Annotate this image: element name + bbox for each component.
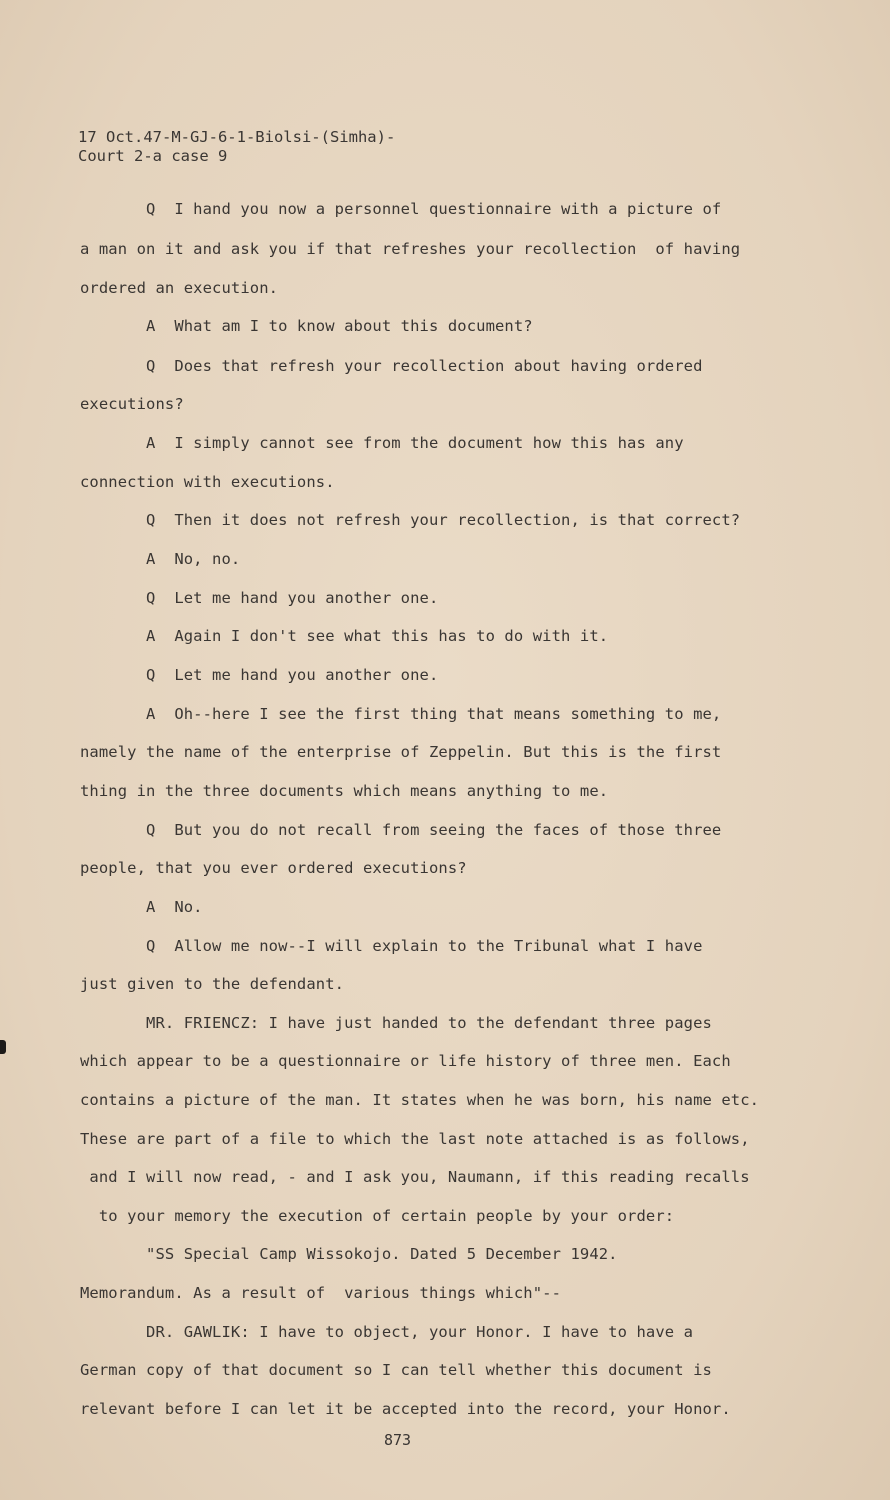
transcript-line: A Oh--here I see the first thing that means something to me, xyxy=(80,705,722,723)
transcript-line: A I simply cannot see from the document how this has any xyxy=(80,434,684,452)
transcript-line: A No. xyxy=(80,898,203,916)
transcript-line: Q I hand you now a personnel questionnaire with a picture of xyxy=(80,200,722,218)
transcript-line: Q Allow me now--I will explain to the Tribunal what I have xyxy=(80,937,703,955)
transcript-line: people, that you ever ordered executions? xyxy=(80,859,467,877)
transcript-line: Memorandum. As a result of various things which"-- xyxy=(80,1284,562,1302)
header-court-line: Court 2-a case 9 xyxy=(78,147,228,165)
transcript-line: ordered an execution. xyxy=(80,279,279,297)
transcript-line: relevant before I can let it be accepted into the record, your Honor. xyxy=(80,1400,731,1418)
transcript-line: A No, no. xyxy=(80,550,241,568)
transcript-line: which appear to be a questionnaire or life history of three men. Each xyxy=(80,1052,731,1070)
document-header xyxy=(78,128,395,166)
transcript-line: Q Then it does not refresh your recollection, is that correct? xyxy=(80,511,741,529)
transcript-line: executions? xyxy=(80,395,184,413)
binding-hole-mark xyxy=(0,1040,6,1054)
transcript-line: Q But you do not recall from seeing the faces of those three xyxy=(80,821,722,839)
transcript-line: Q Let me hand you another one. xyxy=(80,666,439,684)
transcript-line: a man on it and ask you if that refreshes your recollection of having xyxy=(80,240,741,258)
transcript-line: just given to the defendant. xyxy=(80,975,345,993)
transcript-line: and I will now read, - and I ask you, Naumann, if this reading recalls xyxy=(80,1168,750,1186)
transcript-line: Q Let me hand you another one. xyxy=(80,589,439,607)
transcript-line: These are part of a file to which the last note attached is as follows, xyxy=(80,1130,750,1148)
transcript-line: A Again I don't see what this has to do with it. xyxy=(80,627,609,645)
transcript-line: MR. FRIENCZ: I have just handed to the defendant three pages xyxy=(80,1014,712,1032)
transcript-line: Q Does that refresh your recollection about having ordered xyxy=(80,357,703,375)
header-reference-line: 17 Oct.47-M-GJ-6-1-Biolsi-(Simha)- xyxy=(78,128,396,146)
transcript-line: thing in the three documents which means anything to me. xyxy=(80,782,609,800)
transcript-line: to your memory the execution of certain people by your order: xyxy=(80,1207,675,1225)
transcript-line: A What am I to know about this document? xyxy=(80,317,533,335)
transcript-line: German copy of that document so I can tell whether this document is xyxy=(80,1361,712,1379)
page-number: 873 xyxy=(384,1431,412,1449)
transcript-line: DR. GAWLIK: I have to object, your Honor. I have to have a xyxy=(80,1323,694,1341)
transcript-line: connection with executions. xyxy=(80,473,335,491)
transcript-line: contains a picture of the man. It states when he was born, his name etc. xyxy=(80,1091,760,1109)
transcript-line: "SS Special Camp Wissokojo. Dated 5 December 1942. xyxy=(80,1245,618,1263)
transcript-line: namely the name of the enterprise of Zeppelin. But this is the first xyxy=(80,743,722,761)
